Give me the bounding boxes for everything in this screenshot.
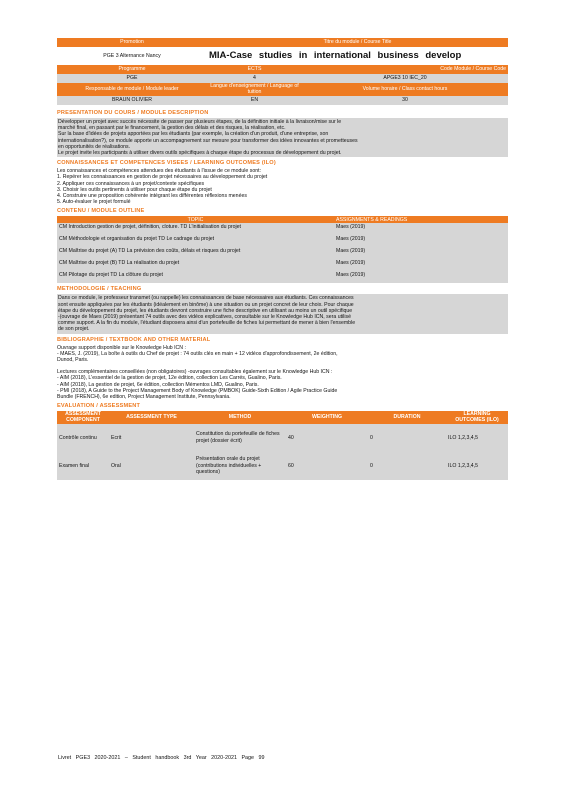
course-title-label: Titre du module / Course Title [207,38,508,47]
outline-topic: CM Pilotage du projet TD La clôture du projet [57,271,334,283]
promotion-value: PGE 3 Alternance Nancy [57,47,207,65]
outcome-item: 1. Repérer les connaissances en gestion de projet nécessaires au développement du projet [57,174,268,181]
assessment-method: Constitution du portefeuille de fiches projet (dossier écrit) [194,424,286,452]
language-label: Langue d'enseignement / Language of tuition [207,83,302,96]
assessment-heading: EVALUATION / ASSESSMENT [57,403,141,410]
page-footer: Livret PGE3 2020-2021 – Student handbook 3rd Year 2020-2021 Page 99 [58,755,265,761]
teaching-text [57,294,508,333]
assessment-weighting: 40 [286,424,368,452]
teaching-line: de son projet. [58,326,90,333]
topic-header: TOPIC [57,216,334,223]
assessment-component: Examen final [57,452,109,480]
bibliography-line: Dunod, Paris. [57,357,89,364]
outline-reading: Maes (2019) [334,235,508,247]
language-value: EN [207,96,302,105]
outline-heading: CONTENU / MODULE OUTLINE [57,208,145,215]
bibliography-line: Lectures complémentaires conseillées (non obligatoires) -ouvrages consultables également sur le Knowledge Hub ICN : [57,369,333,376]
contact-hours-value: 30 [302,96,508,105]
contact-hours-label: Volume horaire / Class contact hours [302,83,508,96]
module-leader-label: Responsable de module / Module leader [57,83,207,96]
duration-header: DURATION [368,411,446,423]
bibliography-line: - MAES, J. (2019), La boîte à outils du Chef de projet : 74 outils clés en main + 12 vidéos d'approfondissement, 2e édition, [57,350,338,357]
teaching-line: comme support. A la fin du module, l'étudiant disposera ainsi d'un portefeuille de fiches lui permettant de mener à bien l'ensemble [58,320,356,327]
ects-value: 4 [207,74,302,83]
assessment-method: Présentation orale du projet (contributions individuelles + questions) [194,452,286,480]
outline-topic: CM Méthodologie et organisation du projet TD Le cadrage du projet [57,235,334,247]
assessment-table [57,411,508,479]
presentation-line: marché final, en passant par le financement, la gestion des délais et des risques, la réalisation, etc. [58,125,286,132]
assessment-component: Contrôle continu [57,424,109,452]
assessment-type: Ecrit [109,424,194,452]
outcomes-intro: Les connaissances et compétences attendues des étudiants à l'issue de ce module sont: [57,168,262,175]
outline-topic: CM Maîtrise du projet (B) TD La réalisation du projet [57,259,334,271]
outline-reading: Maes (2019) [334,223,508,235]
ilo-header: LEARNING OUTCOMES (ILO) [446,411,508,423]
outline-reading: Maes (2019) [334,259,508,271]
presentation-line: Développer un projet avec succès nécessite de passer par plusieurs étapes, de la définition initiale à la livraison/mise sur le [58,119,342,125]
teaching-line: -(ouvrage de Maes (2019) présentant 74 outils avec des vidéos explicatives, consultable sur le Knowledge Hub ICN, sera utilisé [58,314,351,321]
readings-header: ASSIGNMENTS & READINGS [334,216,508,223]
outline-topic: CM Maîtrise du projet (A) TD La prévision des coûts, délais et risques du projet [57,247,334,259]
course-sheet [57,38,508,480]
course-code-label: Code Module / Course Code [302,65,508,74]
assessment-ilo: ILO 1,2,3,4,5 [446,424,508,452]
assessment-type: Oral [109,452,194,480]
module-leader-value: BRAUN OLIVIER [57,96,207,105]
bibliography-line: Ouvrage support disponible sur le Knowledge Hub ICN : [57,344,186,351]
bibliography-line: - AIM (2018), L'essentiel de la gestion de projet, 12e édition, collection Les Carrés, Gualino, Paris. [57,375,282,382]
teaching-line: sont ensuite appliquées par les étudiants (idéalement en binôme) à une situation ou un projet concret de leur choix. Pour chaque [58,301,354,308]
presentation-line: Le projet invite les participants à utiliser divers outils spécifiques à chaque étape du processus de développement du projet. [58,150,342,157]
course-code-value: APGE3 10 IEC_20 [302,74,508,83]
programme-value: PGE [57,74,207,83]
outline-reading: Maes (2019) [334,247,508,259]
outcome-item: 3. Choisir les outils pertinents à utiliser pour chaque étape du projet [57,186,212,193]
outline-reading: Maes (2019) [334,271,508,283]
presentation-line: en opportunités de réalisations. [58,143,131,150]
promotion-label: Promotion [57,38,207,47]
bibliography-line: Bundle (FRENCH), 6e edition, Project Management Institute, Pennsylvania. [57,394,231,401]
assessment-component-header: ASSESSMENT COMPONENT [57,411,109,423]
presentation-line: Sur la base d'idées de projets apportées par les étudiants (par exemple, la création d'un produit, d'une entreprise, son [58,131,329,138]
presentation-heading: PRESENTATION DU COURS / MODULE DESCRIPTION [57,110,209,116]
bibliography-line: - AIM (2018), La gestion de projet, 6e édition, collection Mémentos LMD, Gualino, Paris. [57,381,259,388]
outcome-item: 4. Construire une proposition cohérente intégrant les différentes réflexions menées [57,193,247,200]
teaching-heading: METHODOLOGIE / TEACHING [57,286,142,293]
programme-label: Programme [57,65,207,74]
course-title: MIA-Case studies in international business develop [207,47,508,65]
presentation-text [57,118,508,157]
bibliography-heading: BIBLIOGRAPHIE / TEXTBOOK AND OTHER MATERIAL [57,336,211,343]
bibliography-line: - PMI (2018), A Guide to the Project Management Body of Knowledge (PMBOK) Guide-Sixth Edition / Agile Practice Guide [57,387,338,394]
weighting-header: WEIGHTING [286,411,368,423]
outline-topic: CM Introduction gestion de projet, définition, cloture. TD L'initialisation du projet [57,223,334,235]
ects-label: ECTS [207,65,302,74]
assessment-duration: 0 [368,452,446,480]
teaching-line: étape du développement du projet, les étudiants devront construire une fiche descriptive en utilisant au moins un outil spécifique [58,307,353,314]
assessment-ilo: ILO 1,2,3,4,5 [446,452,508,480]
assessment-weighting: 60 [286,452,368,480]
course-header-table [57,38,508,105]
assessment-type-header: ASSESSMENT TYPE [109,411,194,423]
teaching-line: Dans ce module, le professeur transmet (ou rappelle) les connaissances de base nécessaires aux étudiants. Ces connaissances [58,295,354,302]
outcomes-heading: CONNAISSANCES ET COMPETENCES VISEES / LEARNING OUTCOMES (ILO) [57,160,276,167]
outcome-item: 2. Appliquer ces connaissances à un projet/contexte spécifiques [57,180,205,187]
outcome-item: 5. Auto-évaluer le projet formulé [57,199,131,206]
outcomes-text [57,168,508,205]
outline-table [57,216,508,283]
method-header: METHOD [194,411,286,423]
bibliography-text [57,345,508,401]
assessment-duration: 0 [368,424,446,452]
presentation-line: internationalisation?), ce module apporte un accompagnement sur mesure pour transformer des idées innovantes et prometteuses [58,137,358,144]
